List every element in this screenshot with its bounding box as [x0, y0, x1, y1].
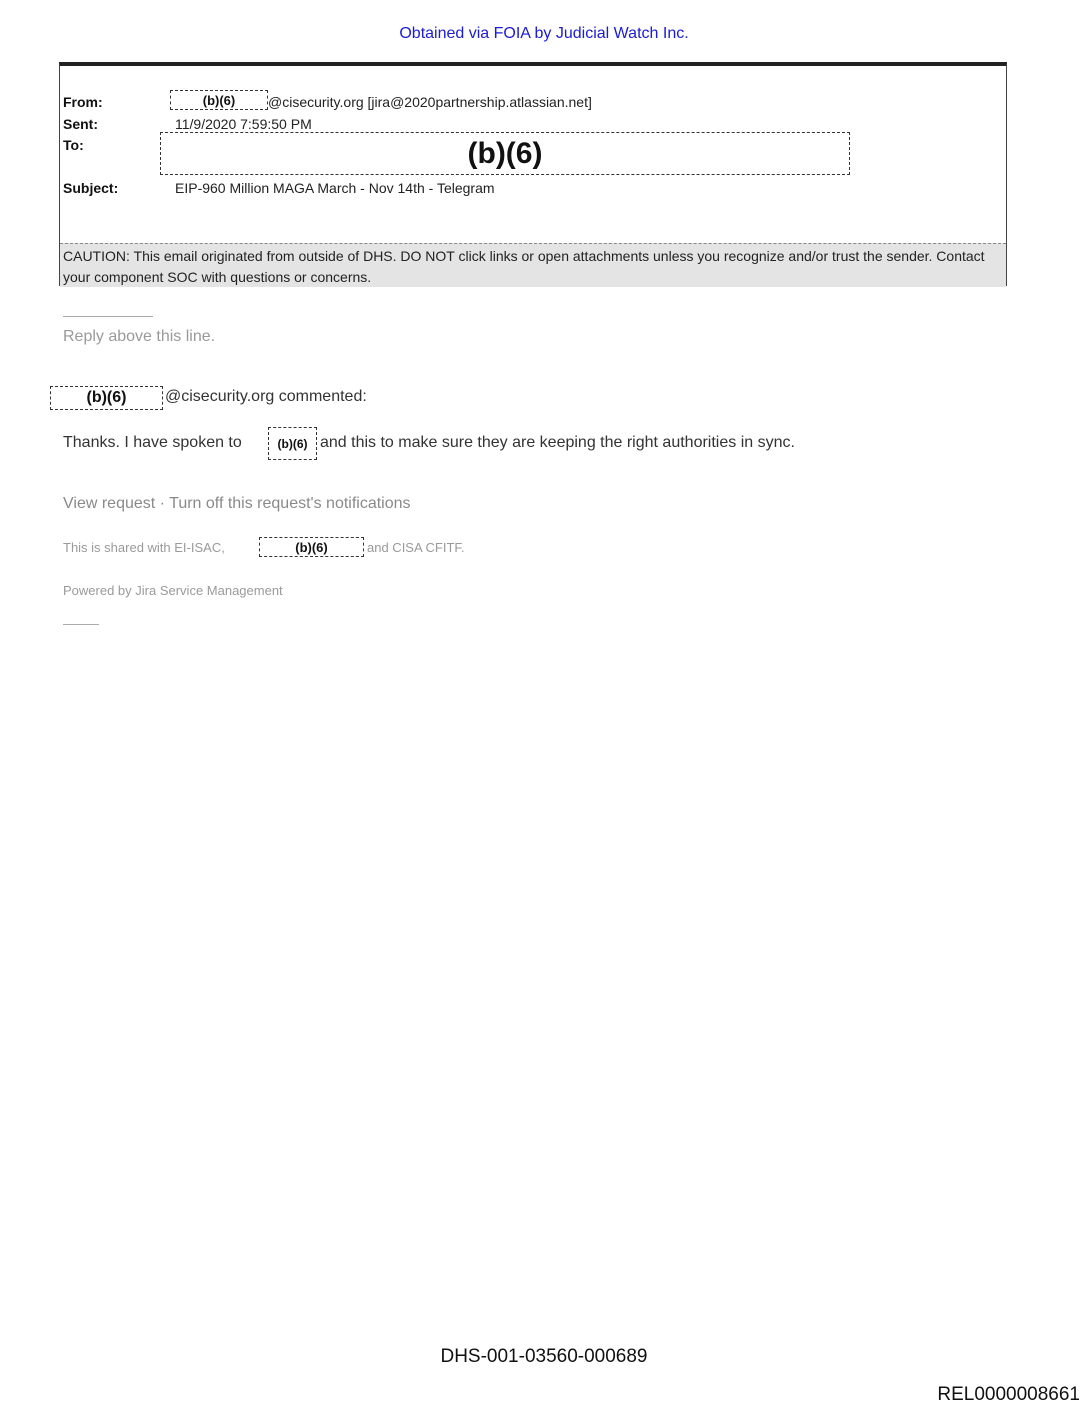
- comment-prefix: Thanks. I have spoken to: [63, 434, 242, 451]
- commenter-text: @cisecurity.org commented:: [165, 388, 367, 405]
- request-links[interactable]: View request · Turn off this request's notifications: [63, 495, 411, 512]
- subject-value: EIP-960 Million MAGA March - Nov 14th - Telegram: [175, 180, 495, 196]
- reply-above-line: Reply above this line.: [63, 328, 216, 345]
- powered-by: Powered by Jira Service Management: [63, 583, 283, 598]
- email-header-box: [59, 62, 1007, 286]
- sent-label: Sent:: [63, 116, 98, 132]
- from-redaction: (b)(6): [170, 90, 268, 110]
- bates-number: DHS-001-03560-000689: [440, 1346, 648, 1367]
- to-redaction: (b)(6): [160, 132, 850, 175]
- subject-label: Subject:: [63, 180, 119, 196]
- sent-value: 11/9/2020 7:59:50 PM: [175, 116, 312, 132]
- reply-divider: [63, 316, 153, 317]
- shared-suffix: and CISA CFITF.: [367, 540, 465, 555]
- commenter-redaction: (b)(6): [50, 386, 163, 410]
- from-label: From:: [63, 94, 103, 110]
- rel-number: REL0000008661: [937, 1384, 1080, 1405]
- to-label: To:: [63, 137, 84, 153]
- caution-banner: CAUTION: This email originated from outside of DHS. DO NOT click links or open attachments unless you recognize and/or trust the sender. Contact your component SOC with questions or concerns.: [60, 243, 1006, 287]
- from-value: @cisecurity.org [jira@2020partnership.atlassian.net]: [268, 94, 592, 110]
- comment-suffix: and this to make sure they are keeping the right authorities in sync.: [320, 434, 795, 451]
- comment-redaction: (b)(6): [268, 427, 317, 460]
- footer-divider: [63, 624, 99, 625]
- foia-watermark: Obtained via FOIA by Judicial Watch Inc.: [399, 25, 689, 42]
- shared-prefix: This is shared with EI-ISAC,: [63, 540, 225, 555]
- shared-redaction: (b)(6): [259, 537, 364, 557]
